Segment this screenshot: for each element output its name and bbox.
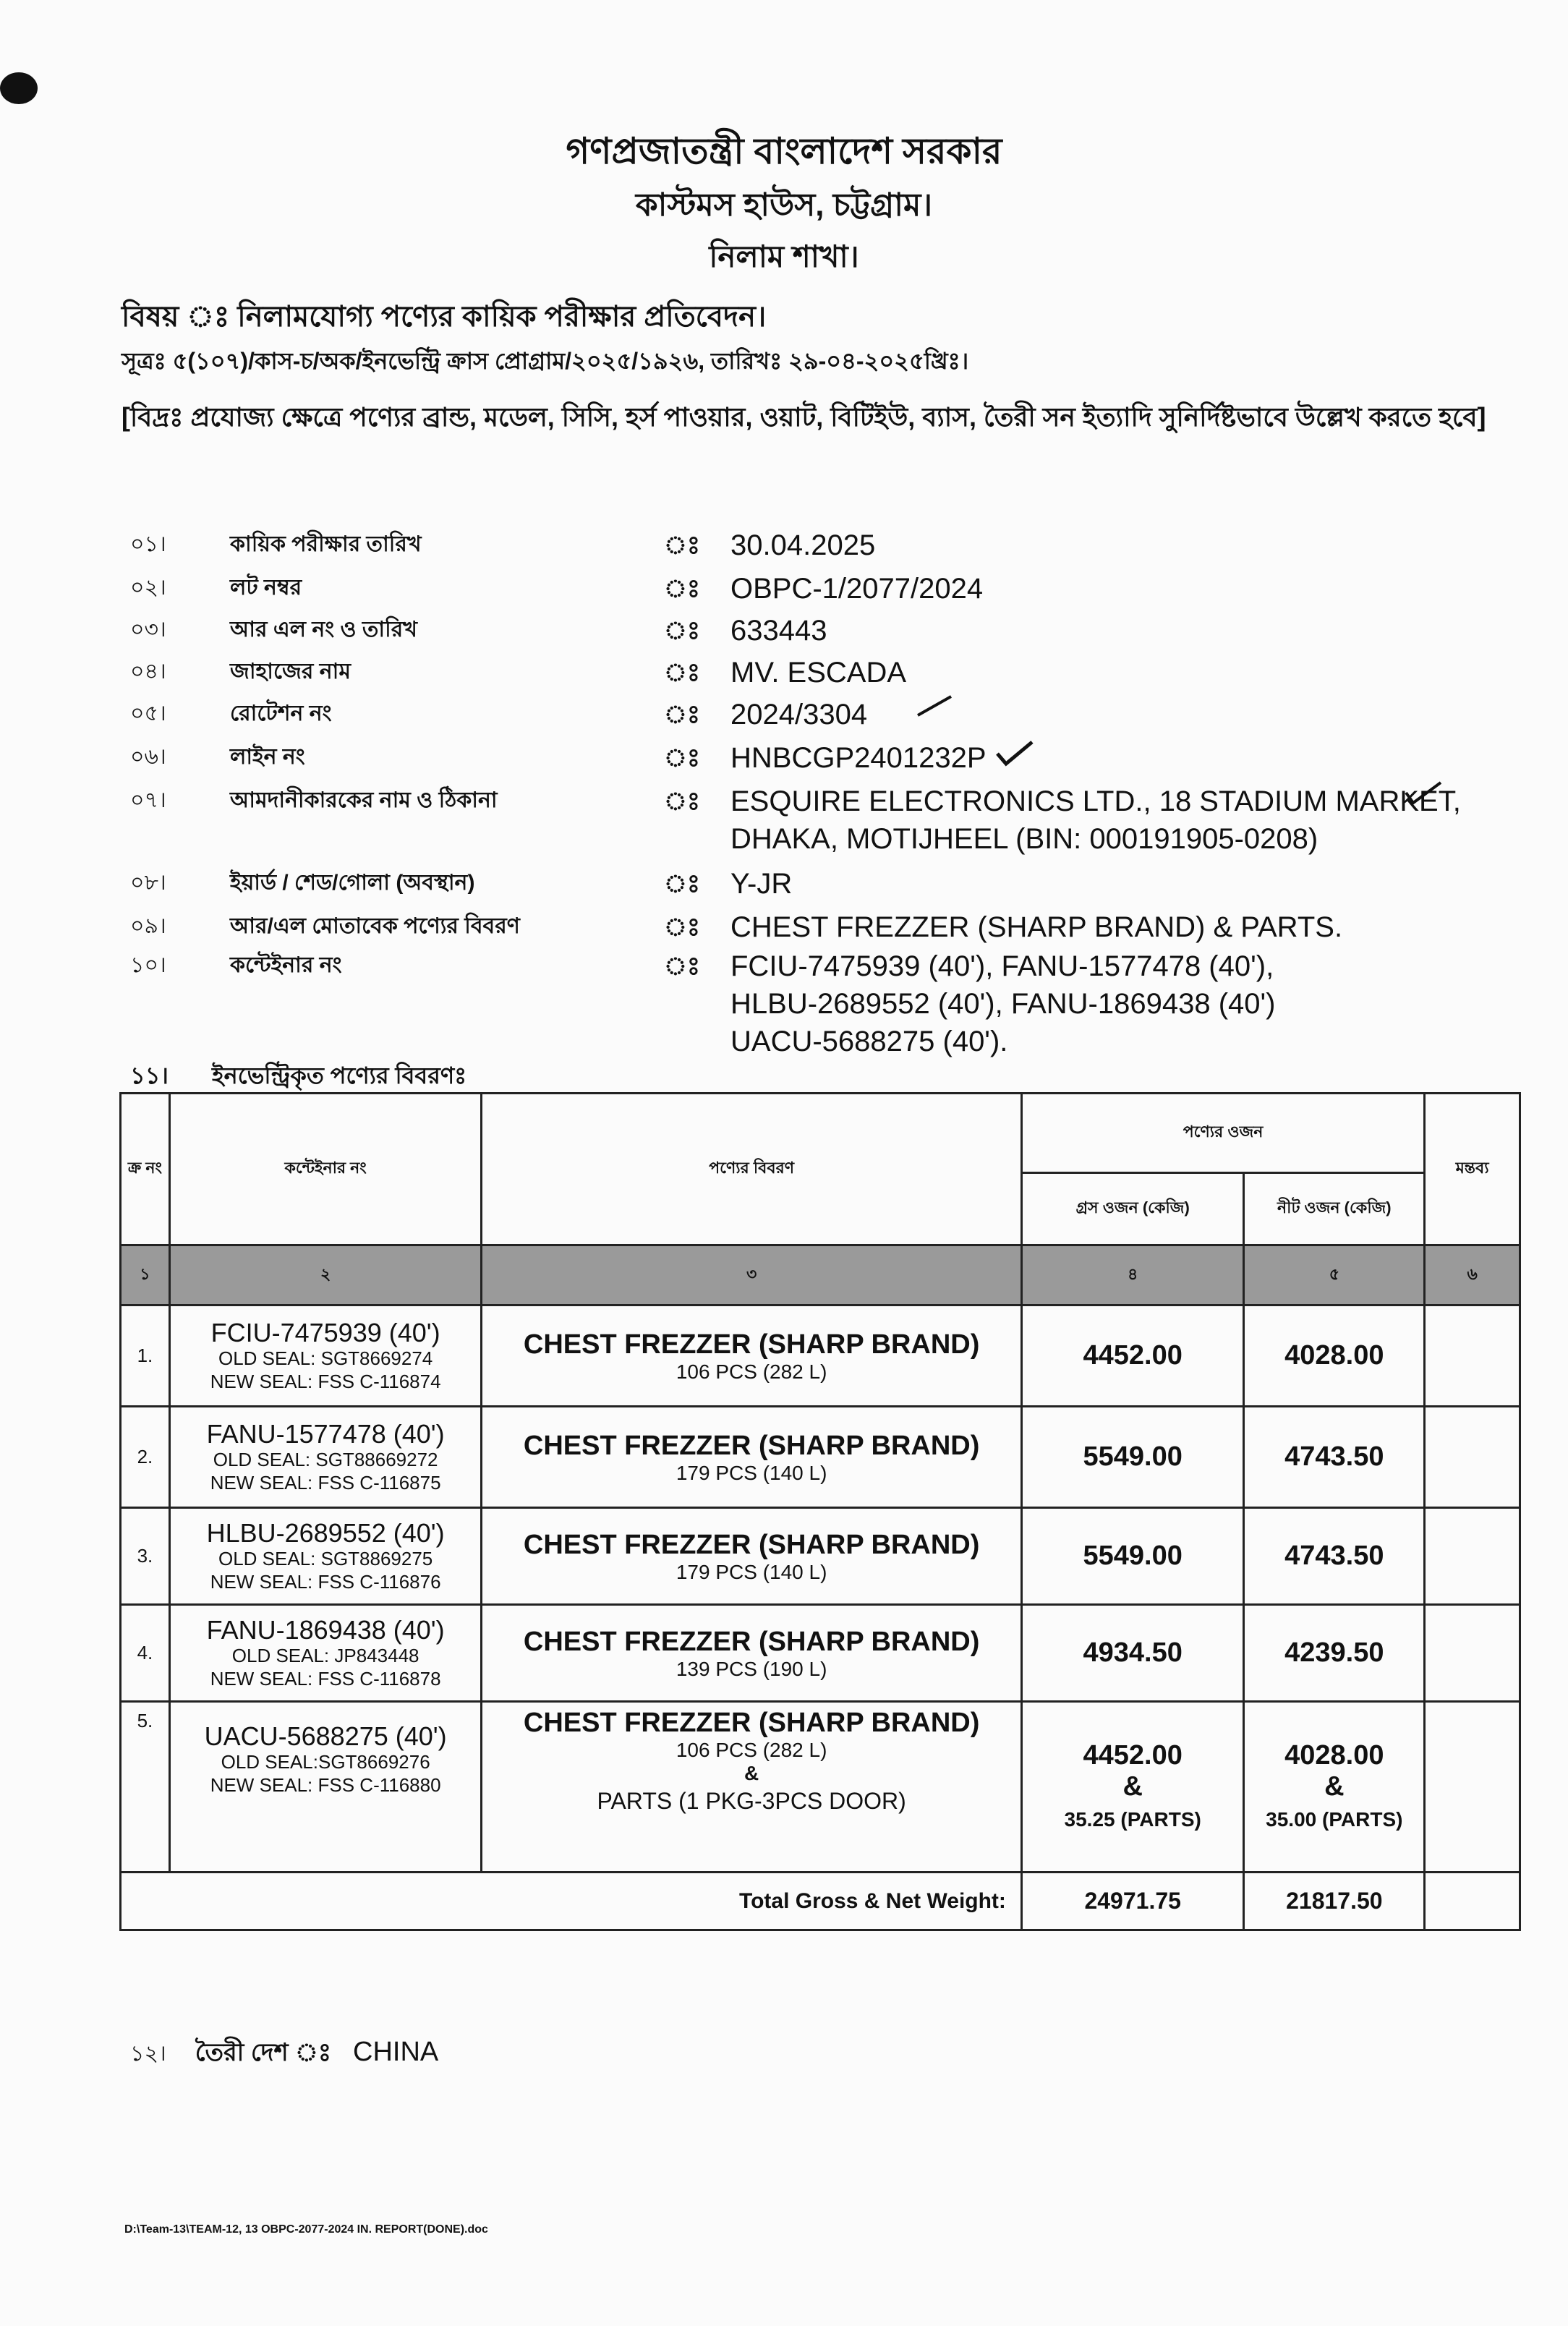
handwritten-tick-icon xyxy=(915,691,958,720)
container-number: FANU-1577478 (40') xyxy=(206,1418,445,1449)
row-serial: 1. xyxy=(121,1305,170,1407)
remarks-cell xyxy=(1425,1407,1520,1508)
gross-weight-parts: 35.25 (PARTS) xyxy=(1064,1808,1201,1831)
field-colon: ঃ xyxy=(664,659,700,686)
old-seal: OLD SEAL: SGT8669274 xyxy=(218,1347,433,1369)
goods-description: CHEST FREZZER (SHARP BRAND) xyxy=(523,1529,980,1560)
net-weight: 4239.50 xyxy=(1244,1605,1425,1702)
row-description-cell xyxy=(482,1605,1022,1702)
field-value: 30.04.2025 xyxy=(730,529,876,561)
field-label: রোটেশন নং xyxy=(230,702,332,725)
field-value: HNBCGP2401232P xyxy=(730,742,987,774)
row-serial: 4. xyxy=(121,1605,170,1702)
old-seal: OLD SEAL:SGT8669276 xyxy=(221,1751,430,1773)
gross-weight: 5549.00 xyxy=(1021,1508,1244,1605)
field-value: 2024/3304 xyxy=(730,699,868,730)
new-seal: NEW SEAL: FSS C-116878 xyxy=(210,1667,441,1690)
total-row xyxy=(121,1873,1520,1930)
new-seal: NEW SEAL: FSS C-116875 xyxy=(210,1471,441,1494)
old-seal: OLD SEAL: SGT88669272 xyxy=(213,1448,438,1470)
field-number: ১০। xyxy=(130,953,166,977)
origin-label: তৈরী দেশ ঃ xyxy=(195,2039,331,2066)
container-number: HLBU-2689552 (40') xyxy=(206,1517,445,1548)
goods-description: CHEST FREZZER (SHARP BRAND) xyxy=(523,1329,980,1360)
row-description-cell xyxy=(482,1305,1022,1407)
field-row xyxy=(0,908,1568,952)
field-number: ০৬। xyxy=(130,745,166,769)
net-weight-parts: 35.00 (PARTS) xyxy=(1266,1808,1403,1831)
old-seal: OLD SEAL: SGT8869275 xyxy=(218,1547,433,1569)
field-row xyxy=(0,612,1568,655)
goods-description: CHEST FREZZER (SHARP BRAND) xyxy=(523,1626,980,1657)
ampersand: & xyxy=(1122,1771,1143,1802)
field-value: FCIU-7475939 (40'), FANU-1577478 (40'), HLBU-2689552 (40'), FANU-1869438 (40') UACU-5688275 (40'). xyxy=(730,950,1276,1057)
field-number: ০২। xyxy=(130,576,166,600)
column-number: ৫ xyxy=(1244,1245,1425,1305)
row-container-cell xyxy=(169,1702,481,1873)
header-description: পণ্যের বিবরণ xyxy=(482,1094,1022,1245)
row-serial: 2. xyxy=(121,1407,170,1508)
goods-quantity: 139 PCS (190 L) xyxy=(676,1657,827,1680)
goods-quantity: 179 PCS (140 L) xyxy=(676,1461,827,1484)
net-weight: 4028.00 xyxy=(1244,1305,1425,1407)
gross-weight: 4452.00 xyxy=(1083,1740,1183,1771)
field-row xyxy=(0,570,1568,613)
table-row xyxy=(121,1605,1520,1702)
column-number: ৪ xyxy=(1021,1245,1244,1305)
header-customs-house: কাস্টমস হাউস, চট্টগ্রাম। xyxy=(635,187,933,223)
scan-mark xyxy=(0,72,38,104)
field-label: ইয়ার্ড / শেড/গোলা (অবস্থান) xyxy=(230,871,475,895)
field-number: ০৮। xyxy=(130,871,166,895)
field-label: জাহাজের নাম xyxy=(230,660,351,683)
field-value: MV. ESCADA xyxy=(730,657,907,689)
row-container-cell xyxy=(169,1508,481,1605)
field-colon: ঃ xyxy=(664,870,700,898)
field-colon: ঃ xyxy=(664,617,700,644)
remarks-cell xyxy=(1425,1305,1520,1407)
total-gross-weight: 24971.75 xyxy=(1021,1873,1244,1930)
section-12-origin xyxy=(130,2034,438,2075)
field-value: ESQUIRE ELECTRONICS LTD., 18 STADIUM MARKET, DHAKA, MOTIJHEEL (BIN: 000191905-0208) xyxy=(730,785,1461,855)
table-row xyxy=(121,1305,1520,1407)
field-row xyxy=(0,739,1568,783)
column-number: ৩ xyxy=(482,1245,1022,1305)
new-seal: NEW SEAL: FSS C-116874 xyxy=(210,1370,441,1392)
old-seal: OLD SEAL: JP843448 xyxy=(231,1644,419,1666)
table-row xyxy=(121,1407,1520,1508)
remarks-cell xyxy=(1425,1508,1520,1605)
header-auction-branch: নিলাম শাখা। xyxy=(709,239,859,273)
field-label: কন্টেইনার নং xyxy=(230,953,342,977)
parts-description: PARTS (1 PKG-3PCS DOOR) xyxy=(597,1788,906,1814)
field-row xyxy=(0,527,1568,570)
field-number: ০৭। xyxy=(130,788,166,812)
new-seal: NEW SEAL: FSS C-116876 xyxy=(210,1570,441,1593)
goods-description: CHEST FREZZER (SHARP BRAND) xyxy=(523,1430,980,1461)
inventory-table xyxy=(119,1092,1521,1931)
goods-description: CHEST FREZZER (SHARP BRAND) xyxy=(523,1708,980,1738)
field-colon: ঃ xyxy=(664,532,700,559)
column-number-row xyxy=(121,1245,1520,1305)
gross-weight: 5549.00 xyxy=(1021,1407,1244,1508)
field-row xyxy=(0,865,1568,908)
column-number: ২ xyxy=(169,1245,481,1305)
row-container-cell xyxy=(169,1305,481,1407)
goods-quantity: 106 PCS (282 L) xyxy=(676,1360,827,1383)
new-seal: NEW SEAL: FSS C-116880 xyxy=(210,1774,441,1796)
ampersand: & xyxy=(744,1762,759,1784)
field-label: আমদানীকারকের নাম ও ঠিকানা xyxy=(230,788,498,812)
header-government: গণপ্রজাতন্ত্রী বাংলাদেশ সরকার xyxy=(566,131,1002,171)
field-row xyxy=(0,696,1568,739)
field-value: OBPC-1/2077/2024 xyxy=(730,573,984,605)
container-number: UACU-5688275 (40') xyxy=(204,1721,447,1751)
field-row xyxy=(0,654,1568,697)
table-row xyxy=(121,1508,1520,1605)
ampersand: & xyxy=(1324,1771,1345,1802)
remarks-cell xyxy=(1425,1605,1520,1702)
container-number: FANU-1869438 (40') xyxy=(206,1614,445,1645)
column-number: ৬ xyxy=(1425,1245,1520,1305)
net-weight-cell xyxy=(1244,1702,1425,1873)
reference-line: সূত্রঃ ৫(১০৭)/কাস-চ/অক/ইনভেন্ট্রি ক্রাস প্রোগ্রাম/২০২৫/১৯২৬, তারিখঃ ২৯-০৪-২০২৫খ্রিঃ। xyxy=(122,348,969,374)
field-label: কায়িক পরীক্ষার তারিখ xyxy=(230,532,422,556)
field-number: ০৩। xyxy=(130,618,166,642)
field-row xyxy=(0,947,1568,1056)
container-number: FCIU-7475939 (40') xyxy=(210,1317,440,1347)
net-weight: 4028.00 xyxy=(1284,1740,1384,1771)
field-value: 633443 xyxy=(730,615,827,647)
field-value: Y-JR xyxy=(730,868,793,900)
table-row xyxy=(121,1702,1520,1873)
row-serial: 5. xyxy=(121,1702,170,1873)
field-label: লট নম্বর xyxy=(230,576,302,600)
field-colon: ঃ xyxy=(664,575,700,602)
field-label: লাইন নং xyxy=(230,745,305,769)
header-gross-weight: গ্রস ওজন (কেজি) xyxy=(1021,1173,1244,1245)
field-colon: ঃ xyxy=(664,701,700,728)
gross-weight: 4452.00 xyxy=(1021,1305,1244,1407)
field-number: ০৪। xyxy=(130,660,166,683)
row-description-cell xyxy=(482,1407,1022,1508)
field-colon: ঃ xyxy=(664,913,700,941)
header-net-weight: নীট ওজন (কেজি) xyxy=(1244,1173,1425,1245)
header-serial: ক্র নং xyxy=(121,1094,170,1245)
total-net-weight: 21817.50 xyxy=(1244,1873,1425,1930)
file-path-footer: D:\Team-13\TEAM-12, 13 OBPC-2077-2024 IN. REPORT(DONE).doc xyxy=(124,2223,488,2236)
subject-line: বিষয় ঃ নিলামযোগ্য পণ্যের কায়িক পরীক্ষার প্রতিবেদন। xyxy=(122,301,767,333)
row-serial: 3. xyxy=(121,1508,170,1605)
row-container-cell xyxy=(169,1407,481,1508)
field-label: আর এল নং ও তারিখ xyxy=(230,618,417,642)
handwritten-check-icon xyxy=(994,739,1035,768)
field-number: ০১। xyxy=(130,532,166,556)
total-remarks-cell xyxy=(1425,1873,1520,1930)
note-line: [বিদ্রঃ প্রযোজ্য ক্ষেত্রে পণ্যের ব্রান্ড, মডেল, সিসি, হর্স পাওয়ার, ওয়াট, বিটিইউ, ব্যাস, তৈরী সন ইত্যাদি সুনির্দিষ্টভাবে উল্লেখ করতে হবে] xyxy=(122,402,1486,432)
origin-country: CHINA xyxy=(353,2037,439,2067)
field-colon: ঃ xyxy=(664,788,700,815)
net-weight: 4743.50 xyxy=(1244,1407,1425,1508)
field-colon: ঃ xyxy=(664,953,700,980)
remarks-cell xyxy=(1425,1702,1520,1873)
row-description-cell xyxy=(482,1702,1022,1873)
column-number: ১ xyxy=(121,1245,170,1305)
gross-weight-cell xyxy=(1021,1702,1244,1873)
field-value: CHEST FREZZER (SHARP BRAND) & PARTS. xyxy=(730,911,1343,943)
gross-weight: 4934.50 xyxy=(1021,1605,1244,1702)
row-container-cell xyxy=(169,1605,481,1702)
row-description-cell xyxy=(482,1508,1022,1605)
goods-quantity: 106 PCS (282 L) xyxy=(676,1739,827,1761)
section-11-title: ইনভেন্ট্রিকৃত পণ্যের বিবরণঃ xyxy=(211,1062,467,1089)
net-weight: 4743.50 xyxy=(1244,1508,1425,1605)
field-row xyxy=(0,783,1568,869)
goods-quantity: 179 PCS (140 L) xyxy=(676,1560,827,1583)
section-11-heading xyxy=(130,1057,510,1096)
section-11-number: ১১। xyxy=(130,1062,169,1089)
field-number: ০৯। xyxy=(130,914,166,938)
field-label: আর/এল মোতাবেক পণ্যের বিবরণ xyxy=(230,914,520,938)
field-colon: ঃ xyxy=(664,744,700,772)
header-remarks: মন্তব্য xyxy=(1425,1094,1520,1245)
total-label: Total Gross & Net Weight: xyxy=(121,1873,1022,1930)
table-header-row xyxy=(121,1094,1520,1173)
header-container: কন্টেইনার নং xyxy=(169,1094,481,1245)
section-12-number: ১২। xyxy=(130,2042,166,2066)
field-number: ০৫। xyxy=(130,702,166,725)
handwritten-check-icon xyxy=(1403,780,1444,809)
header-weight: পণ্যের ওজন xyxy=(1021,1094,1424,1173)
